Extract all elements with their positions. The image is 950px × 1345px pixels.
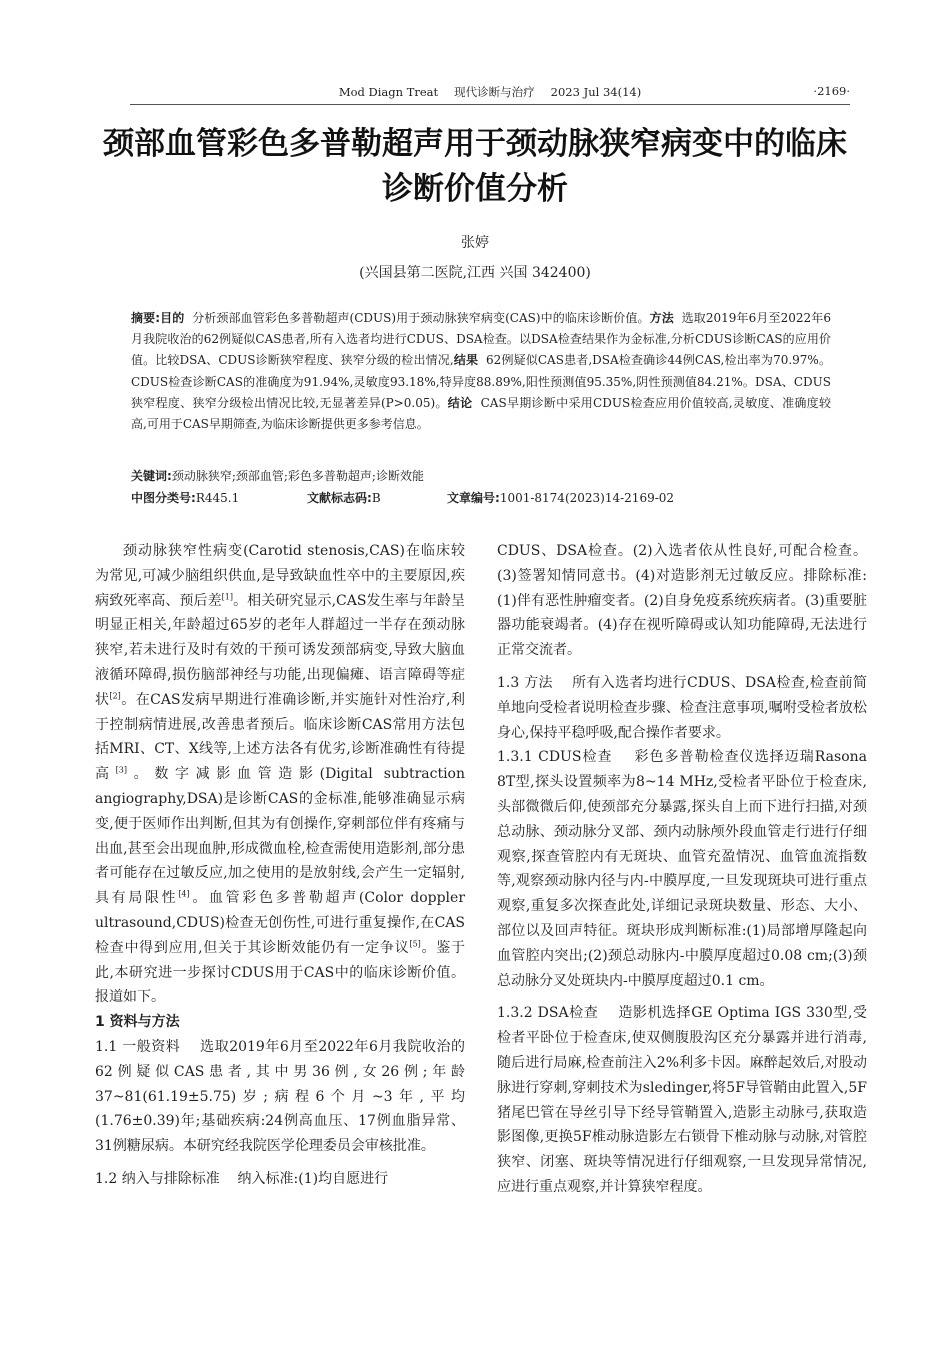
method-label: 方法 [649,311,674,325]
clc-value: R445.1 [195,491,240,505]
abstract-label: 摘要: [131,311,161,325]
section-1-1 [95,1035,465,1159]
section-1-3-title: 1.3 方法 [497,674,553,691]
section-1-3 [497,671,867,745]
intro-text-4: 。数字减影血管造影(Digital subtraction angiography,DSA)是诊断CAS的金标准,能够准确显示病变,便于医师作出判断,但其为有创操作,穿刺部位伴有疼痛与出血,甚至会出现血肿,形成微血栓,检查需使用造影剂,部分患者可能存在过敏反应,加之使用的是放射线,会产生一定辐射,具有局限性 [95,766,465,907]
section-1-3-1 [497,745,867,993]
purpose-text: 分析颈部血管彩色多普勒超声(CDUS)用于颈动脉狭窄病变(CAS)中的临床诊断价值。 [192,311,650,325]
keywords-label: 关键词: [131,469,172,483]
section-heading-1: 1 资料与方法 [95,1014,180,1031]
abstract [131,308,831,435]
left-column [95,539,465,1192]
doc-label: 文献标志码: [307,491,372,505]
ref-1: [1] [221,591,234,601]
clc-label: 中图分类号: [131,491,196,505]
article-number [447,488,674,508]
running-header [130,84,850,105]
ref-3: [3] [115,765,128,775]
section-1-3-text: 所有入选者均进行CDUS、DSA检查,检查前简单地向受检者说明检查步骤、检查注意事项,嘱咐受检者放松身心,保持平稳呼吸,配合操作者要求。 [497,674,867,741]
intro-text-3: 。在CAS发病早期进行准确诊断,并实施针对性治疗,利于控制病情进展,改善患者预后。临床诊断CAS常用方法包括MRI、CT、X线等,上述方法各有优劣,诊断准确性有待提高 [95,691,466,783]
author-affiliation: (兴国县第二医院,江西 兴国 342400) [359,265,591,281]
section-1-2-text-a: 纳入标准:(1)均自愿进行 [237,1170,389,1187]
journal-english-name: Mod Diagn Treat [338,85,439,99]
issue-info: 2023 Jul 34(14) [550,85,642,99]
method-text: 选取2019年6月至2022年6月我院收治的62例疑似CAS患者,所有入选者均进行CDUS、DSA检查。以DSA检查结果作为金标准,分析CDUS诊断CAS的应用价值。比较DSA、CDUS诊断狭窄程度、狭窄分级的检出情况, [131,311,831,368]
section-1-1-title: 1.1 一般资料 [95,1038,181,1055]
section-1-2-continued: CDUS、DSA检查。(2)入选者依从性良好,可配合检查。(3)签署知情同意书。(4)对造影剂无过敏反应。排除标准:(1)伴有恶性肿瘤变者。(2)自身免疫系统疾病者。(3)重要脏器功能衰竭者。(4)存在视听障碍或认知功能障碍,无法进行正常交流者。 [497,543,867,659]
result-label: 结果 [453,353,479,368]
article-title: 颈部血管彩色多普勒超声用于颈动脉狭窄病变中的临床诊断价值分析 [103,126,847,207]
intro-text-6: 。鉴于此,本研究进一步探讨CDUS用于CAS中的临床诊断价值。报道如下。 [95,939,465,1006]
section-1-3-2 [497,1001,867,1199]
conclusion-text: CAS早期诊断中采用CDUS检查应用价值较高,灵敏度、准确度较高,可用于CAS早期筛查,为临床诊断提供更多参考信息。 [131,395,831,432]
intro-text-1: 颈动脉狭窄性病变(Carotid stenosis,CAS)在临床较为常见,可减少脑组织供血,是导致缺血性卒中的主要原因,疾病致死率高、预后差 [95,543,465,609]
section-1-2 [95,1167,465,1192]
section-1-3-1-text: 彩色多普勒检查仪选择迈瑞Rasona 8T型,探头设置频率为8~14 MHz,受检者平卧位于检查床,头部微微后仰,使颈部充分暴露,探头自上而下进行扫描,对颈总动脉、颈动脉分叉部、颈内动脉颅外段血管走行进行仔细观察,探查管腔内有无斑块、血管充盈情况、血管血流指数等,观察颈动脉内径与内-中膜厚度,一旦发现斑块可进行重点观察,重复多次探查此处,详细记录斑块数量、形态、大小、部位以及回声特征。斑块形成判断标准:(1)局部增厚隆起向血管腔内突出;(2)颈总动脉内-中膜厚度超过0.08 cm;(3)颈总动脉分叉处斑块内-中膜厚度超过0.1 cm。 [497,749,867,989]
section-1-3-1-title: 1.3.1 CDUS检查 [497,749,613,766]
author-name: 张婷 [461,235,489,251]
purpose-label: 目的 [160,311,185,325]
conclusion-label: 结论 [447,395,473,410]
document-code [307,488,381,508]
doc-value: B [371,491,381,505]
section-1-3-2-title: 1.3.2 DSA检查 [497,1005,599,1022]
ref-5: [5] [409,939,421,949]
intro-paragraph [95,539,465,1010]
result-text: 62例疑似CAS患者,DSA检查确诊44例CAS,检出率为70.97%。CDUS检查诊断CAS的准确度为91.94%,灵敏度93.18%,特异度88.89%,阳性预测值95.35%,阴性预测值84.21%。DSA、CDUS狭窄程度、狭窄分级检出情况比较,无显著差异(P>0.05)。 [131,353,831,410]
section-1-1-text: 选取2019年6月至2022年6月我院收治的62例疑似CAS患者,其中男36例,女26例;年龄37~81(61.19±5.75)岁;病程6个月~3年,平均(1.76±0.39)年;基础疾病:24例高血压、17例血脂异常、31例糖尿病。本研究经我院医学伦理委员会审核批准。 [95,1038,465,1155]
keywords-text: 颈动脉狭窄;颈部血管;彩色多普勒超声;诊断效能 [171,469,424,483]
article-label: 文章编号: [447,491,500,505]
ref-4: [4] [178,889,190,899]
article-value: 1001-8174(2023)14-2169-02 [499,491,675,505]
keywords [131,466,831,486]
section-1-3-2-text: 造影机选择GE Optima IGS 330型,受检者平卧位于检查床,使双侧腹股沟区充分暴露并进行消毒,随后进行局麻,检查前注入2%利多卡因。麻醉起效后,对股动脉进行穿刺,穿刺技术为sledinger,将5F导管鞘由此置入,5F猪尾巴管在导丝引导下经导管鞘置入,造影主动脉弓,获取造影图像,更换5F椎动脉造影左右锁骨下椎动脉与动脉,对管腔狭窄、闭塞、斑块等情况进行仔细观察,一旦发现异常情况,应进行重点观察,并计算狭窄程度。 [497,1005,867,1195]
section-1-2-title: 1.2 纳入与排除标准 [95,1170,220,1187]
ref-2: [2] [109,691,121,701]
clc-number [131,488,239,508]
header-journal [130,84,850,100]
page-number: ·2169· [813,84,850,98]
intro-text-2: 。相关研究显示,CAS发生率与年龄呈明显正相关,年龄超过65岁的老年人群超过一半存在颈动脉狭窄,若未进行及时有效的干预可诱发颈部病变,导致大脑血液循环障碍,损伤脑部神经与功能,出现偏瘫、语言障碍等症状 [95,592,465,708]
right-column [497,539,867,1200]
intro-text-5: 。血管彩色多普勒超声(Color doppler ultrasound,CDUS)检查无创伤性,可进行重复操作,在CAS检查中得到应用,但关于其诊断效能仍有一定争议 [95,890,466,956]
journal-chinese-name: 现代诊断与治疗 [454,85,535,99]
